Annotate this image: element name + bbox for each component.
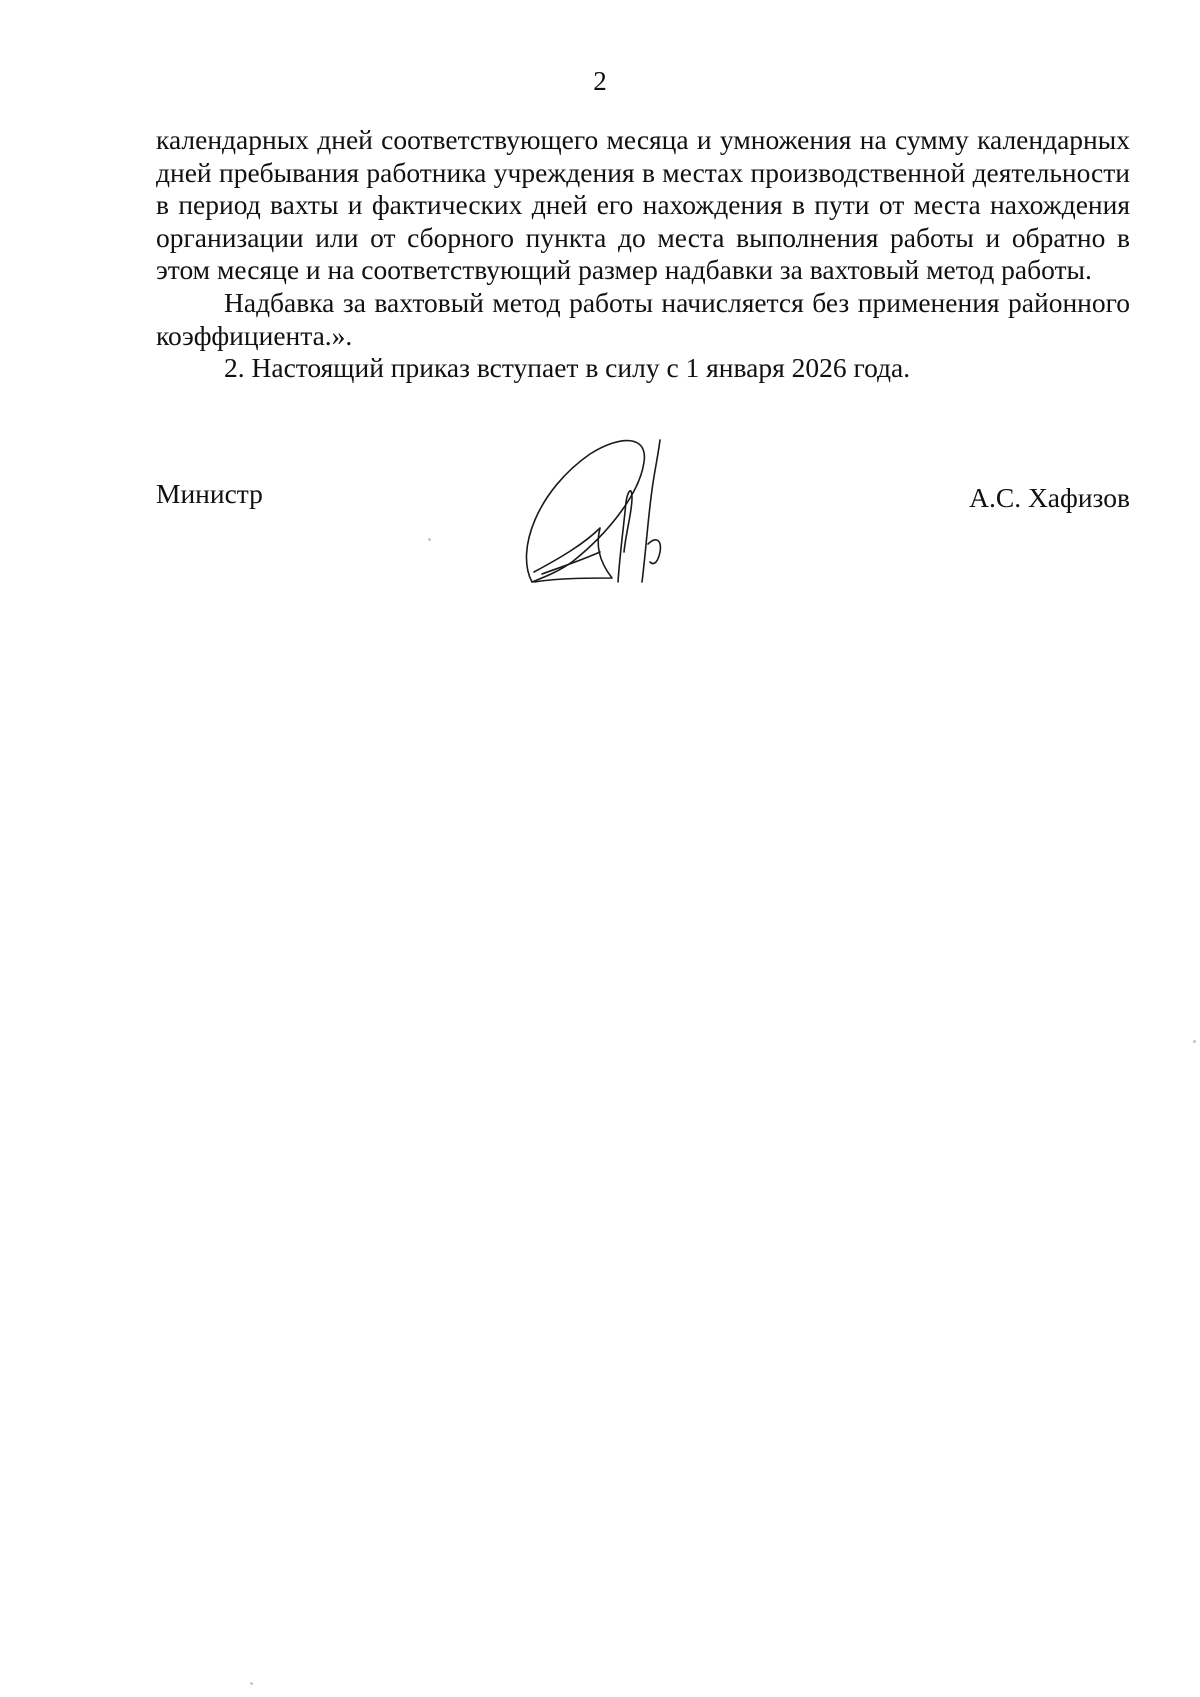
handwritten-signature <box>520 432 710 592</box>
paragraph-continuation: календарных дней соответствующего месяца и умножения на сумму календарных дней пребывания работника учреждения в местах производственной деятельности в период вахты и фактических дней его нахождения в пути от места нахождения организации или от сборного пункта до места выполнения работы и обратно в этом месяце и на соответствующий размер надбавки за вахтовый метод работы. <box>156 124 1130 286</box>
signer-name: А.С. Хафизов <box>969 482 1130 513</box>
signer-position: Министр <box>156 478 263 509</box>
scan-speck <box>250 1682 253 1685</box>
scan-speck <box>428 538 431 541</box>
paragraph-bonus-note: Надбавка за вахтовый метод работы начисляется без применения районного коэффициента.». <box>156 286 1130 351</box>
document-body <box>156 124 1130 385</box>
scan-speck <box>1193 1040 1196 1043</box>
paragraph-effective-date: 2. Настоящий приказ вступает в силу с 1 января 2026 года. <box>224 352 911 384</box>
page-number: 2 <box>593 66 607 96</box>
